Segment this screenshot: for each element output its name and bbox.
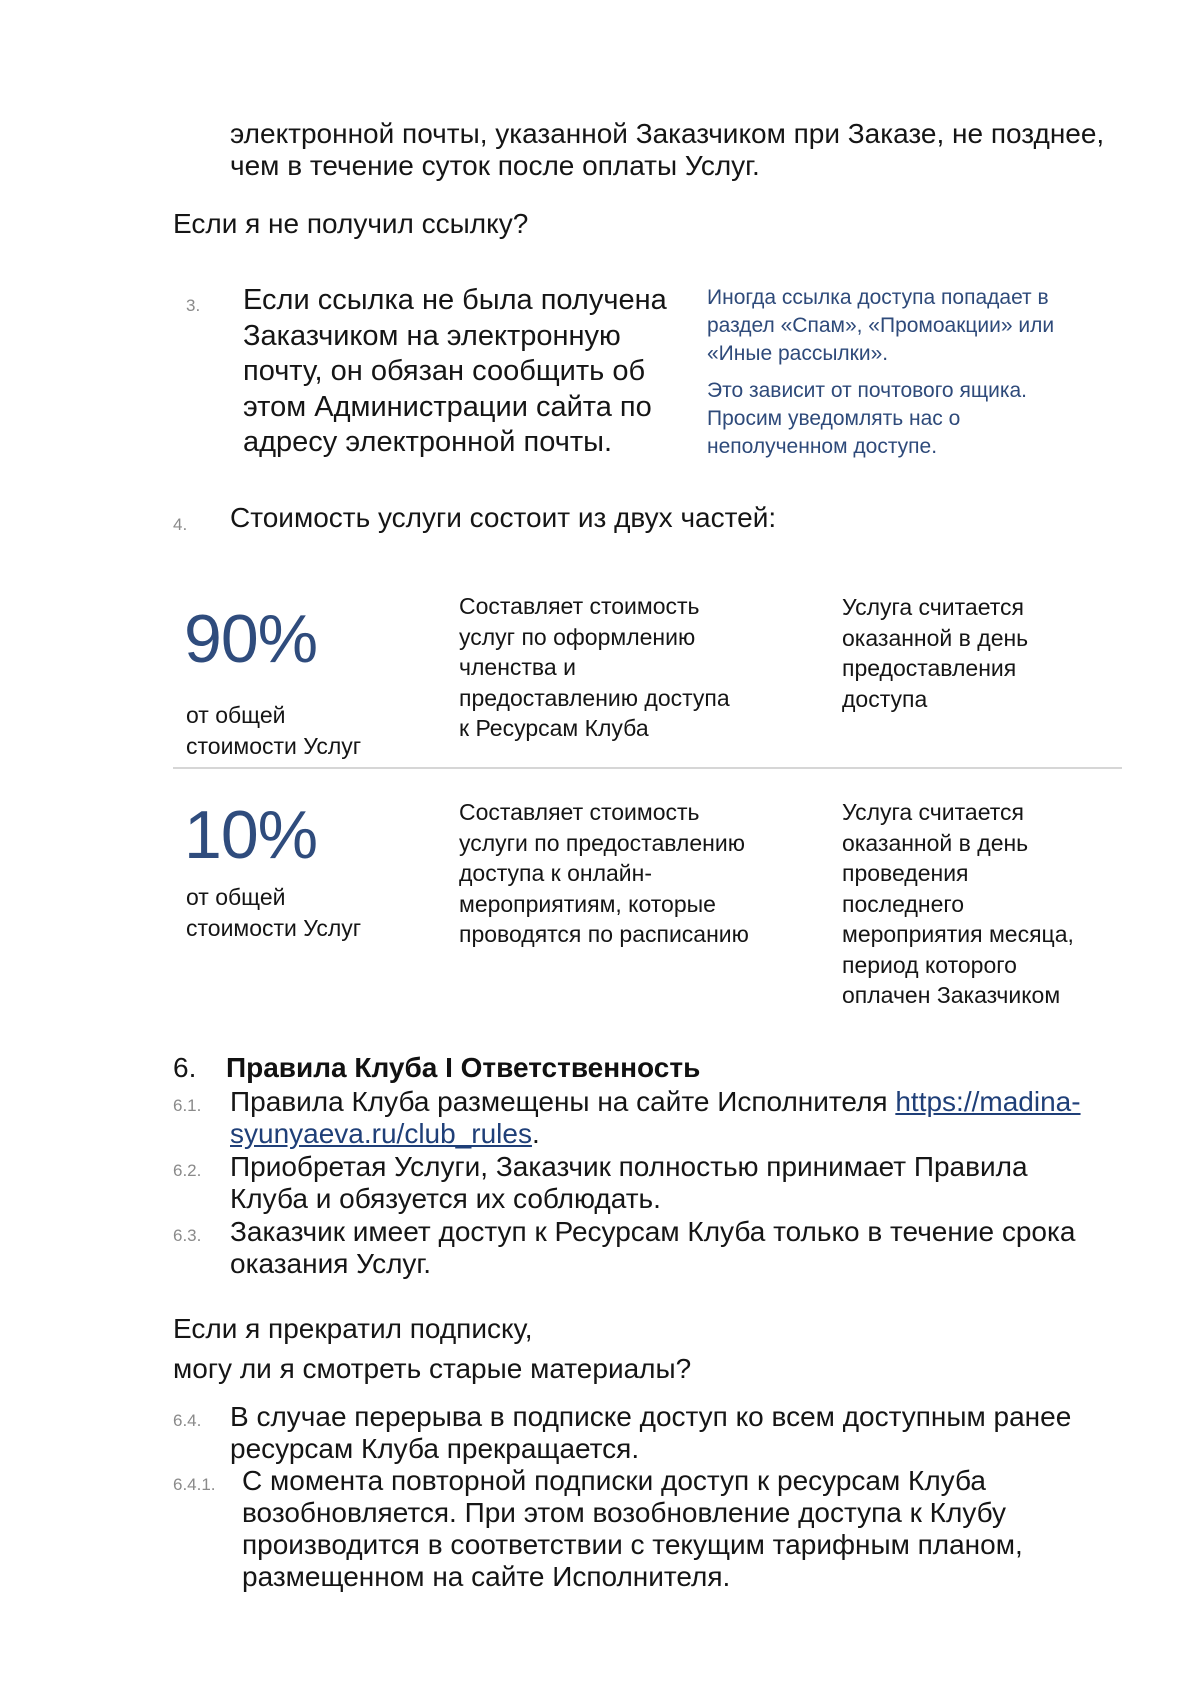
percent-label bbox=[186, 700, 361, 761]
description-line: Составляет стоимость bbox=[459, 799, 700, 825]
description-line: услуги по предоставлению bbox=[459, 829, 745, 856]
item-6-1-suffix: . bbox=[531, 1118, 540, 1149]
condition-line: проведения bbox=[842, 860, 969, 886]
item-6-4-1-line: С момента повторной подписки доступ к ресурсам Клуба bbox=[242, 1465, 986, 1496]
item-6-3-text bbox=[230, 1216, 1075, 1280]
note-line: Это зависит от почтового ящика. bbox=[707, 379, 1027, 402]
section-number: 6. bbox=[173, 1052, 197, 1083]
condition-line: период которого bbox=[842, 951, 1017, 978]
label-line: стоимости Услуг bbox=[186, 732, 362, 759]
item-3-line: Если ссылка не была получена bbox=[243, 284, 667, 316]
cost-condition bbox=[842, 797, 1074, 1011]
description-line: проводятся по расписанию bbox=[459, 921, 749, 947]
condition-line: оплачен Заказчиком bbox=[842, 982, 1061, 1008]
faq-question-link: Если я не получил ссылку? bbox=[173, 208, 529, 239]
item-6-4-text bbox=[230, 1401, 1071, 1465]
percent-90: 90% bbox=[184, 601, 318, 677]
condition-line: последнего bbox=[842, 890, 965, 917]
item-6-4-1-line: производится в соответствии с текущим тарифным планом, bbox=[242, 1529, 1023, 1560]
note-line: раздел «Спам», «Промоакции» или bbox=[707, 314, 1055, 337]
item-6-2-text bbox=[230, 1151, 1028, 1215]
label-line: от общей bbox=[186, 702, 286, 728]
item-number: 6.4. bbox=[173, 1411, 202, 1430]
intro-line: чем в течение суток после оплаты Услуг. bbox=[230, 150, 760, 181]
item-number: 6.4.1. bbox=[173, 1475, 216, 1494]
club-rules-link[interactable]: https://madina- bbox=[895, 1086, 1081, 1117]
section-title: Правила Клуба I Ответственность bbox=[226, 1052, 701, 1083]
description-line: к Ресурсам Клуба bbox=[459, 715, 649, 741]
item-3-line: адресу электронной почты. bbox=[243, 426, 613, 458]
cost-description bbox=[459, 797, 749, 950]
item-3-line: этом Администрации сайта по bbox=[243, 390, 652, 423]
condition-line: оказанной в день bbox=[842, 624, 1029, 651]
condition-line: Услуга считается bbox=[842, 594, 1024, 620]
item-6-2-line: Приобретая Услуги, Заказчик полностью принимает Правила bbox=[230, 1151, 1028, 1182]
description-line: услуг по оформлению bbox=[459, 623, 696, 650]
club-rules-link-continuation[interactable]: syunyaeva.ru/club_rules bbox=[230, 1118, 532, 1149]
condition-line: доступа bbox=[842, 685, 928, 712]
item-3-line: Заказчиком на электронную bbox=[243, 319, 621, 352]
note-line: Просим уведомлять нас о bbox=[707, 407, 961, 430]
cost-description bbox=[459, 591, 730, 744]
item-6-4-1-text bbox=[242, 1465, 1023, 1593]
percent-label bbox=[186, 882, 361, 943]
item-number: 4. bbox=[173, 515, 188, 534]
item-6-4-1-line: размещенном на сайте Исполнителя. bbox=[242, 1561, 731, 1592]
faq-line: Если я прекратил подписку, bbox=[173, 1313, 533, 1344]
faq-line: могу ли я смотреть старые материалы? bbox=[173, 1353, 692, 1384]
note-line: «Иные рассылки». bbox=[707, 342, 889, 365]
percent-10: 10% bbox=[184, 797, 318, 873]
cost-condition bbox=[842, 592, 1028, 714]
table-divider bbox=[173, 767, 1122, 769]
description-line: доступа к онлайн- bbox=[459, 860, 653, 886]
description-line: Составляет стоимость bbox=[459, 593, 700, 619]
item-6-4-1-line: возобновляется. При этом возобновление доступа к Клубу bbox=[242, 1497, 1007, 1528]
item-number: 3. bbox=[186, 296, 201, 315]
label-line: стоимости Услуг bbox=[186, 914, 362, 941]
item-number: 6.2. bbox=[173, 1161, 202, 1180]
item-number: 6.3. bbox=[173, 1226, 202, 1245]
item-6-2-line: Клуба и обязуется их соблюдать. bbox=[230, 1183, 661, 1214]
item-6-4-line: ресурсам Клуба прекращается. bbox=[230, 1433, 640, 1464]
intro-paragraph bbox=[230, 118, 1104, 182]
item-3-line: почту, он обязан сообщить об bbox=[243, 355, 646, 387]
description-line: членства и bbox=[459, 654, 576, 680]
intro-line: электронной почты, указанной Заказчиком при Заказе, не позднее, bbox=[230, 118, 1105, 149]
label-line: от общей bbox=[186, 884, 286, 910]
item-number: 6.1. bbox=[173, 1096, 202, 1115]
item-6-1-line: Правила Клуба размещены на сайте Исполнителя bbox=[230, 1086, 888, 1117]
item-6-3-line: Заказчик имеет доступ к Ресурсам Клуба только в течение срока bbox=[230, 1216, 1076, 1247]
condition-line: предоставления bbox=[842, 655, 1017, 681]
item-6-1-text bbox=[230, 1086, 1081, 1150]
condition-line: Услуга считается bbox=[842, 799, 1024, 825]
item-3-text bbox=[243, 283, 667, 461]
faq-question bbox=[173, 1311, 691, 1387]
description-line: предоставлению доступа bbox=[459, 684, 730, 711]
item-6-4-line: В случае перерыва в подписке доступ ко всем доступным ранее bbox=[230, 1401, 1072, 1432]
side-note bbox=[707, 284, 1054, 461]
condition-line: оказанной в день bbox=[842, 829, 1029, 856]
item-4-text: Стоимость услуги состоит из двух частей: bbox=[230, 502, 777, 533]
condition-line: мероприятия месяца, bbox=[842, 921, 1074, 947]
note-line: неполученном доступе. bbox=[707, 435, 938, 458]
description-line: мероприятиям, которые bbox=[459, 890, 716, 917]
item-6-3-line: оказания Услуг. bbox=[230, 1248, 431, 1279]
note-line: Иногда ссылка доступа попадает в bbox=[707, 286, 1049, 309]
